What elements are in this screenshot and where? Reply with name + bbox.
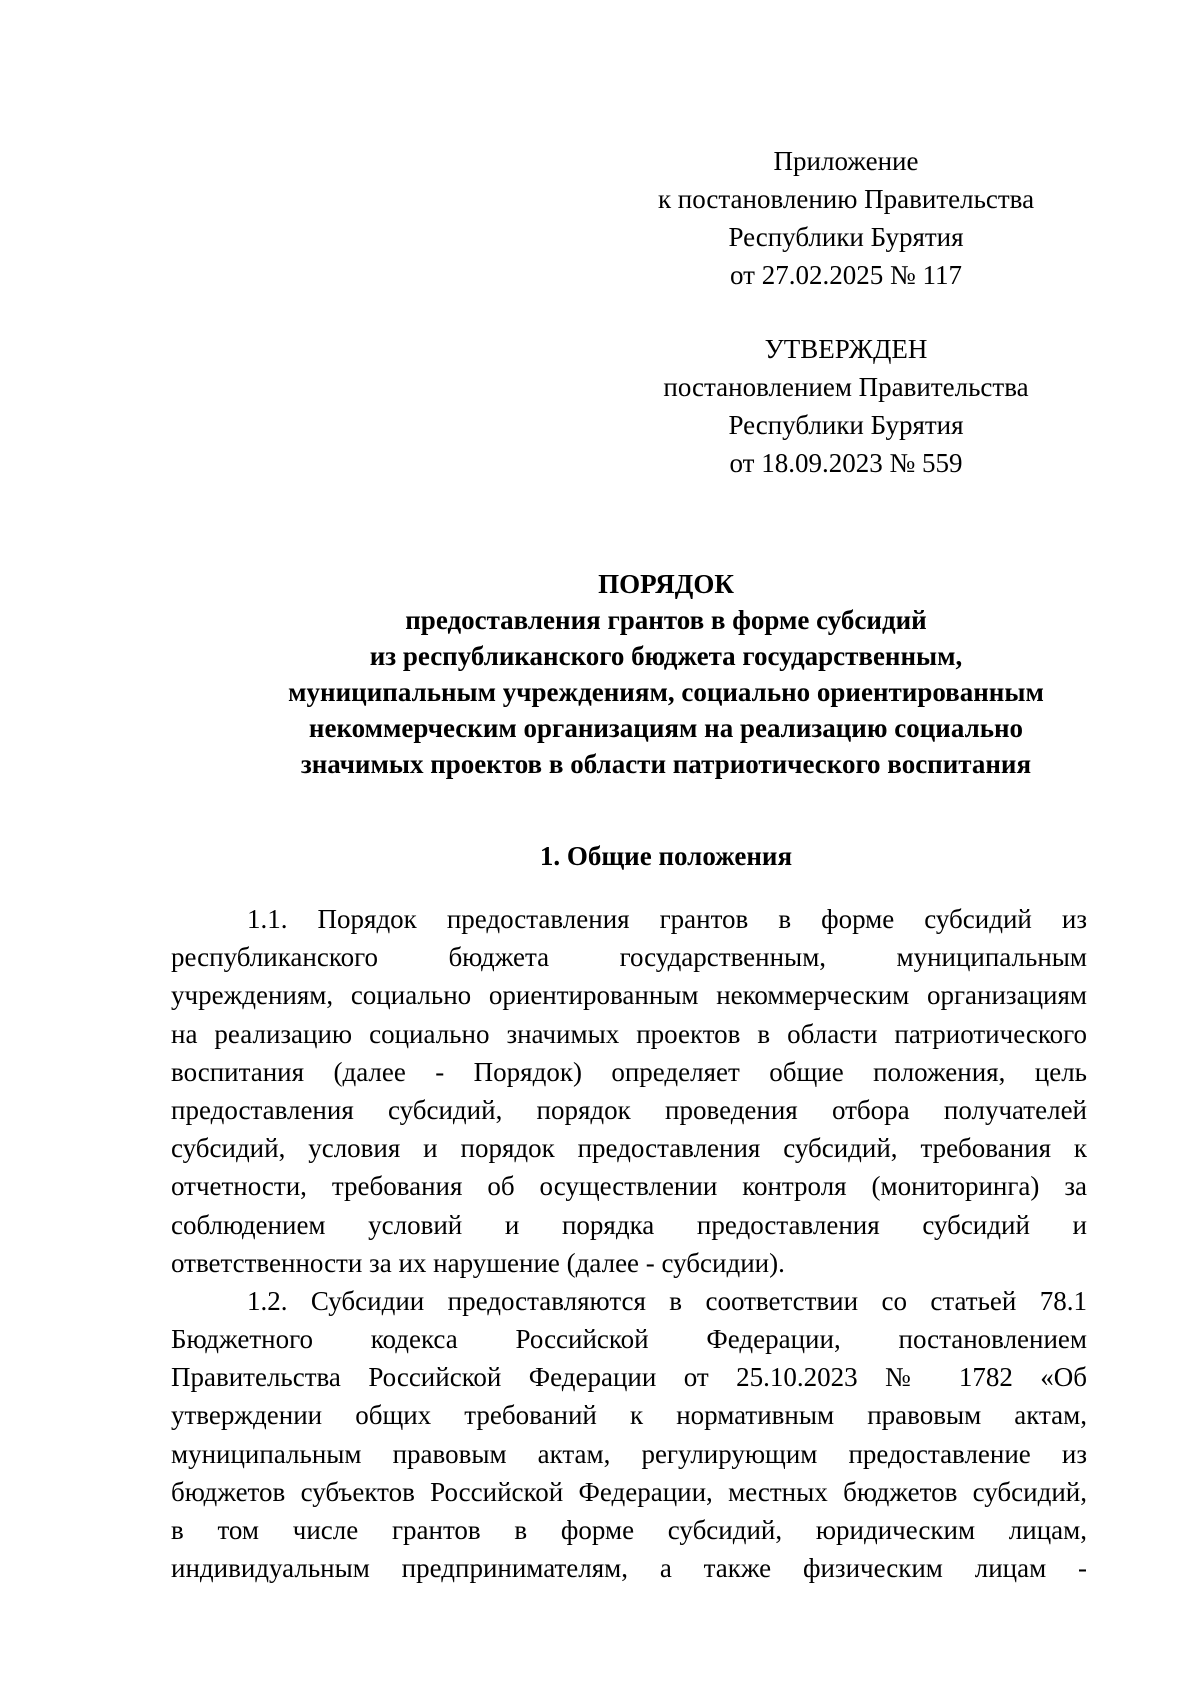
text-line: учреждениям, социально ориентированным некоммерческим организациям [171,980,1087,1011]
appendix-date-number: от 27.02.2025 № 117 [730,260,962,290]
title-line: муниципальным учреждениям, социально ориентированным [288,677,1044,707]
text-line: муниципальным правовым актам, регулирующим предоставление из [171,1438,1087,1469]
title-line: из республиканского бюджета государственным, [369,641,963,671]
appendix-block [606,142,1086,294]
text-line: индивидуальным предпринимателям, а также физическим лицам - [171,1553,1087,1584]
title-heading: ПОРЯДОК [598,569,734,599]
body-text [171,900,1087,1587]
title-line: некоммерческим организациям на реализацию социально [308,713,1024,743]
text-line: субсидий, условия и порядок предоставления субсидий, требования к [171,1133,1087,1164]
section-1-title: 1. Общие положения [539,841,793,871]
text-line: 1.2. Субсидии предоставляются в соответствии со статьей 78.1 [247,1285,1087,1316]
title-line: предоставления грантов в форме субсидий [405,605,927,635]
section-heading [176,838,1156,874]
text-line: республиканского бюджета государственным, муниципальным [171,942,1087,973]
approval-reference: постановлением Правительства [663,372,1029,402]
text-line: Правительства Российской Федерации от 25.10.2023 № 1782 «Об [171,1362,1087,1393]
appendix-region: Республики Бурятия [728,222,964,252]
document-title [176,566,1156,782]
text-line: отчетности, требования об осуществлении контроля (мониторинга) за [171,1171,1087,1202]
text-line: предоставления субсидий, порядок проведения отбора получателей [171,1094,1087,1125]
text-line: 1.1. Порядок предоставления грантов в форме субсидий из [247,904,1087,934]
title-line: значимых проектов в области патриотического воспитания [300,749,1032,779]
text-line: соблюдением условий и порядка предоставления субсидий и [171,1209,1087,1240]
paragraph-1-2 [171,1282,1087,1588]
text-line: воспитания (далее - Порядок) определяет общие положения, цель [171,1056,1087,1087]
approval-date-number: от 18.09.2023 № 559 [729,448,963,478]
text-line: Бюджетного кодекса Российской Федерации, постановлением [171,1324,1087,1355]
text-line: ответственности за их нарушение (далее - субсидии). [171,1247,785,1278]
text-line: на реализацию социально значимых проектов в области патриотического [171,1018,1087,1049]
text-line: в том числе грантов в форме субсидий, юридическим лицам, [171,1515,1087,1545]
approval-label: УТВЕРЖДЕН [764,334,928,364]
approval-block [606,330,1086,482]
approval-region: Республики Бурятия [728,410,964,440]
appendix-label: Приложение [773,146,919,176]
text-line: утверждении общих требований к нормативным правовым актам, [171,1400,1087,1431]
appendix-reference: к постановлению Правительства [657,184,1035,214]
text-line: бюджетов субъектов Российской Федерации, местных бюджетов субсидий, [171,1476,1087,1507]
paragraph-1-1 [171,900,1087,1282]
